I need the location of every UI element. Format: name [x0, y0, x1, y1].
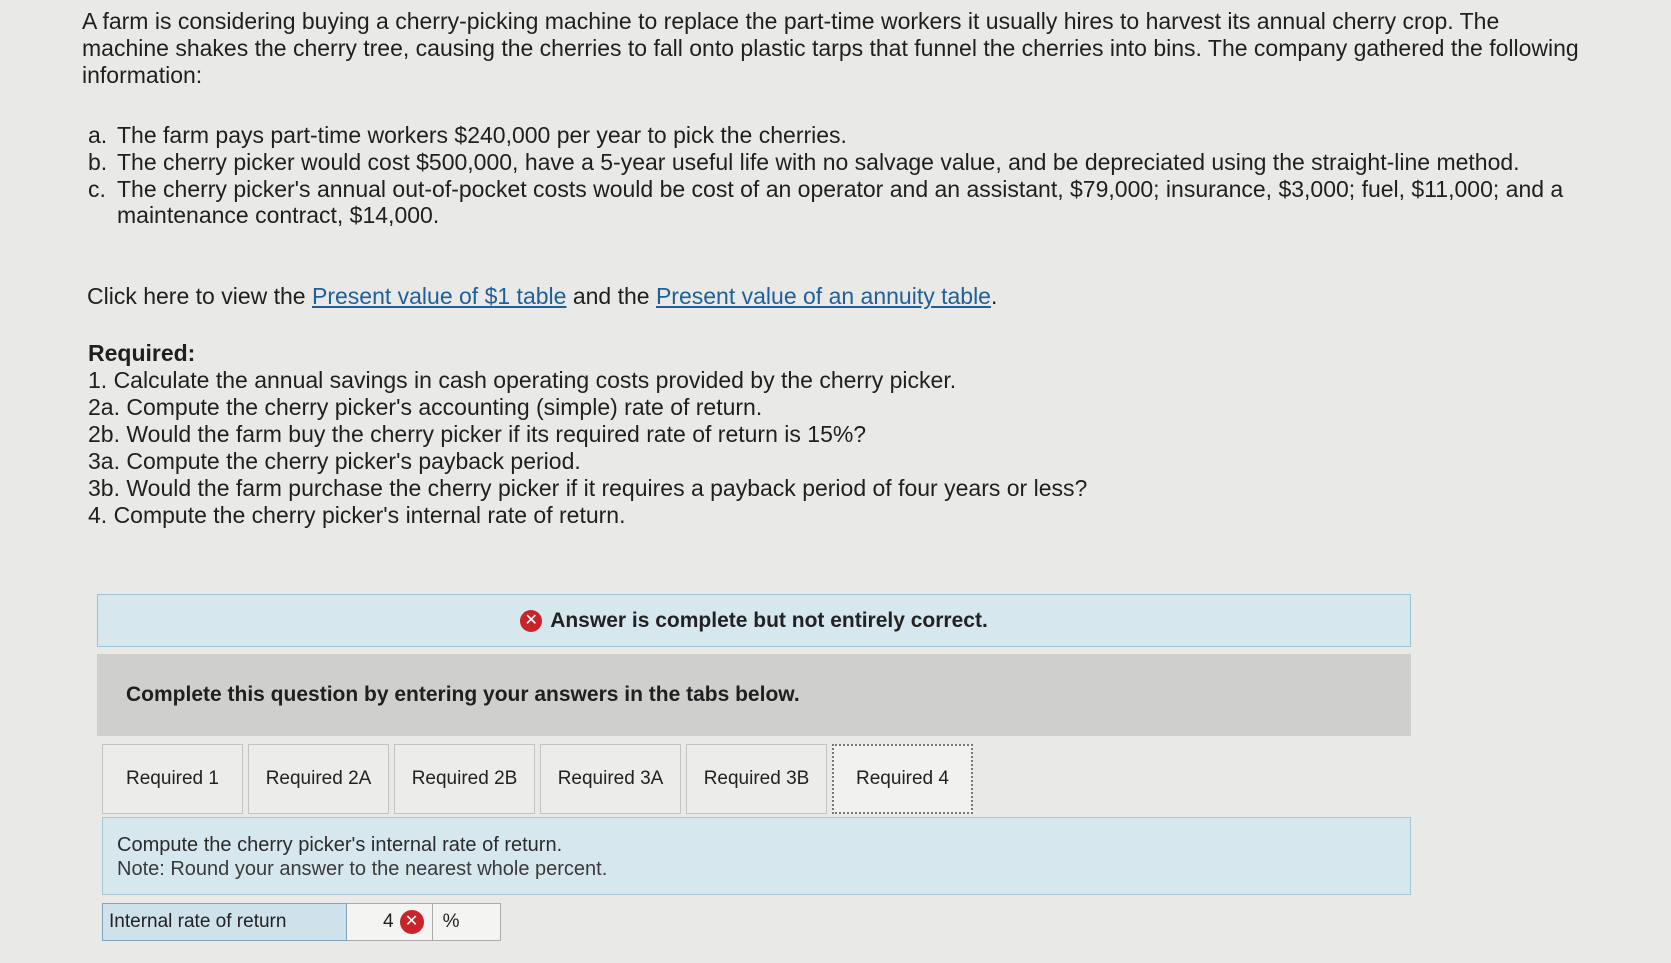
required-item: 3b. Would the farm purchase the cherry picker if it requires a payback period of four years or less? [88, 475, 1088, 501]
required-item: 2a. Compute the cherry picker's accounting (simple) rate of return. [88, 394, 763, 420]
required-list [88, 367, 1087, 529]
tab-required-1[interactable]: Required 1 [102, 744, 243, 814]
facts-list [88, 122, 1568, 229]
tab-panel [102, 817, 1411, 895]
required-item: 3a. Compute the cherry picker's payback period. [88, 448, 581, 474]
tab-required-2a[interactable]: Required 2A [248, 744, 389, 814]
fact-text: The cherry picker would cost $500,000, have a 5-year useful life with no salvage value, and be depreciated using the straight-line method. [117, 149, 1520, 175]
tab-bar [102, 744, 978, 816]
tab-required-3b[interactable]: Required 3B [686, 744, 827, 814]
irr-value: 4 [383, 911, 394, 932]
fact-text: The farm pays part-time workers $240,000 per year to pick the cherries. [117, 122, 847, 148]
pv-table-link[interactable]: Present value of $1 table [311, 283, 567, 309]
intro-text: A farm is considering buying a cherry-picking machine to replace the part-time workers it usually hires to harvest its annual cherry crop. The machine shakes the cherry tree, causing the cherries to fall onto plastic tarps that funnel the cherries into bins. The company gathered the following information: [82, 8, 1579, 88]
required-item: 2b. Would the farm buy the cherry picker if its required rate of return is 15%? [88, 421, 867, 447]
percent-unit: % [432, 904, 460, 940]
reference-middle: and the [566, 283, 656, 309]
required-item: 4. Compute the cherry picker's internal rate of return. [88, 502, 626, 528]
fact-marker: b. [88, 149, 108, 175]
answer-label: Internal rate of return [102, 903, 347, 941]
fact-marker: c. [88, 176, 106, 202]
tab-required-2b[interactable]: Required 2B [394, 744, 535, 814]
fact-item [88, 122, 1568, 148]
panel-prompt: Compute the cherry picker's internal rate of return. [117, 834, 563, 856]
required-item: 1. Calculate the annual savings in cash operating costs provided by the cherry picker. [88, 367, 957, 393]
irr-input[interactable] [347, 903, 501, 941]
instruction-bar [97, 654, 1411, 736]
required-section [88, 340, 1087, 529]
required-heading: Required: [88, 340, 196, 366]
tab-required-3a[interactable]: Required 3A [540, 744, 681, 814]
tab-required-4[interactable]: Required 4 [832, 744, 973, 814]
fact-item [88, 149, 1568, 175]
fact-text: The cherry picker's annual out-of-pocket costs would be cost of an operator and an assistant, $79,000; insurance, $3,000; fuel, $11,000; and a maintenance contract, $14,000. [117, 176, 1564, 228]
fact-marker: a. [88, 122, 108, 148]
x-circle-icon: ✕ [400, 910, 424, 934]
answer-status-banner [97, 594, 1411, 647]
banner-text: Answer is complete but not entirely correct. [550, 608, 988, 632]
instruction-text: Complete this question by entering your answers in the tabs below. [126, 683, 800, 706]
pv-annuity-table-link[interactable]: Present value of an annuity table [655, 283, 991, 309]
fact-item [88, 176, 1568, 228]
panel-note: Note: Round your answer to the nearest whole percent. [117, 858, 608, 880]
reference-line [87, 283, 997, 310]
x-circle-icon: ✕ [520, 610, 542, 632]
reference-suffix: . [990, 283, 998, 309]
answer-row [102, 903, 501, 941]
reference-prefix: Click here to view the [87, 283, 312, 309]
